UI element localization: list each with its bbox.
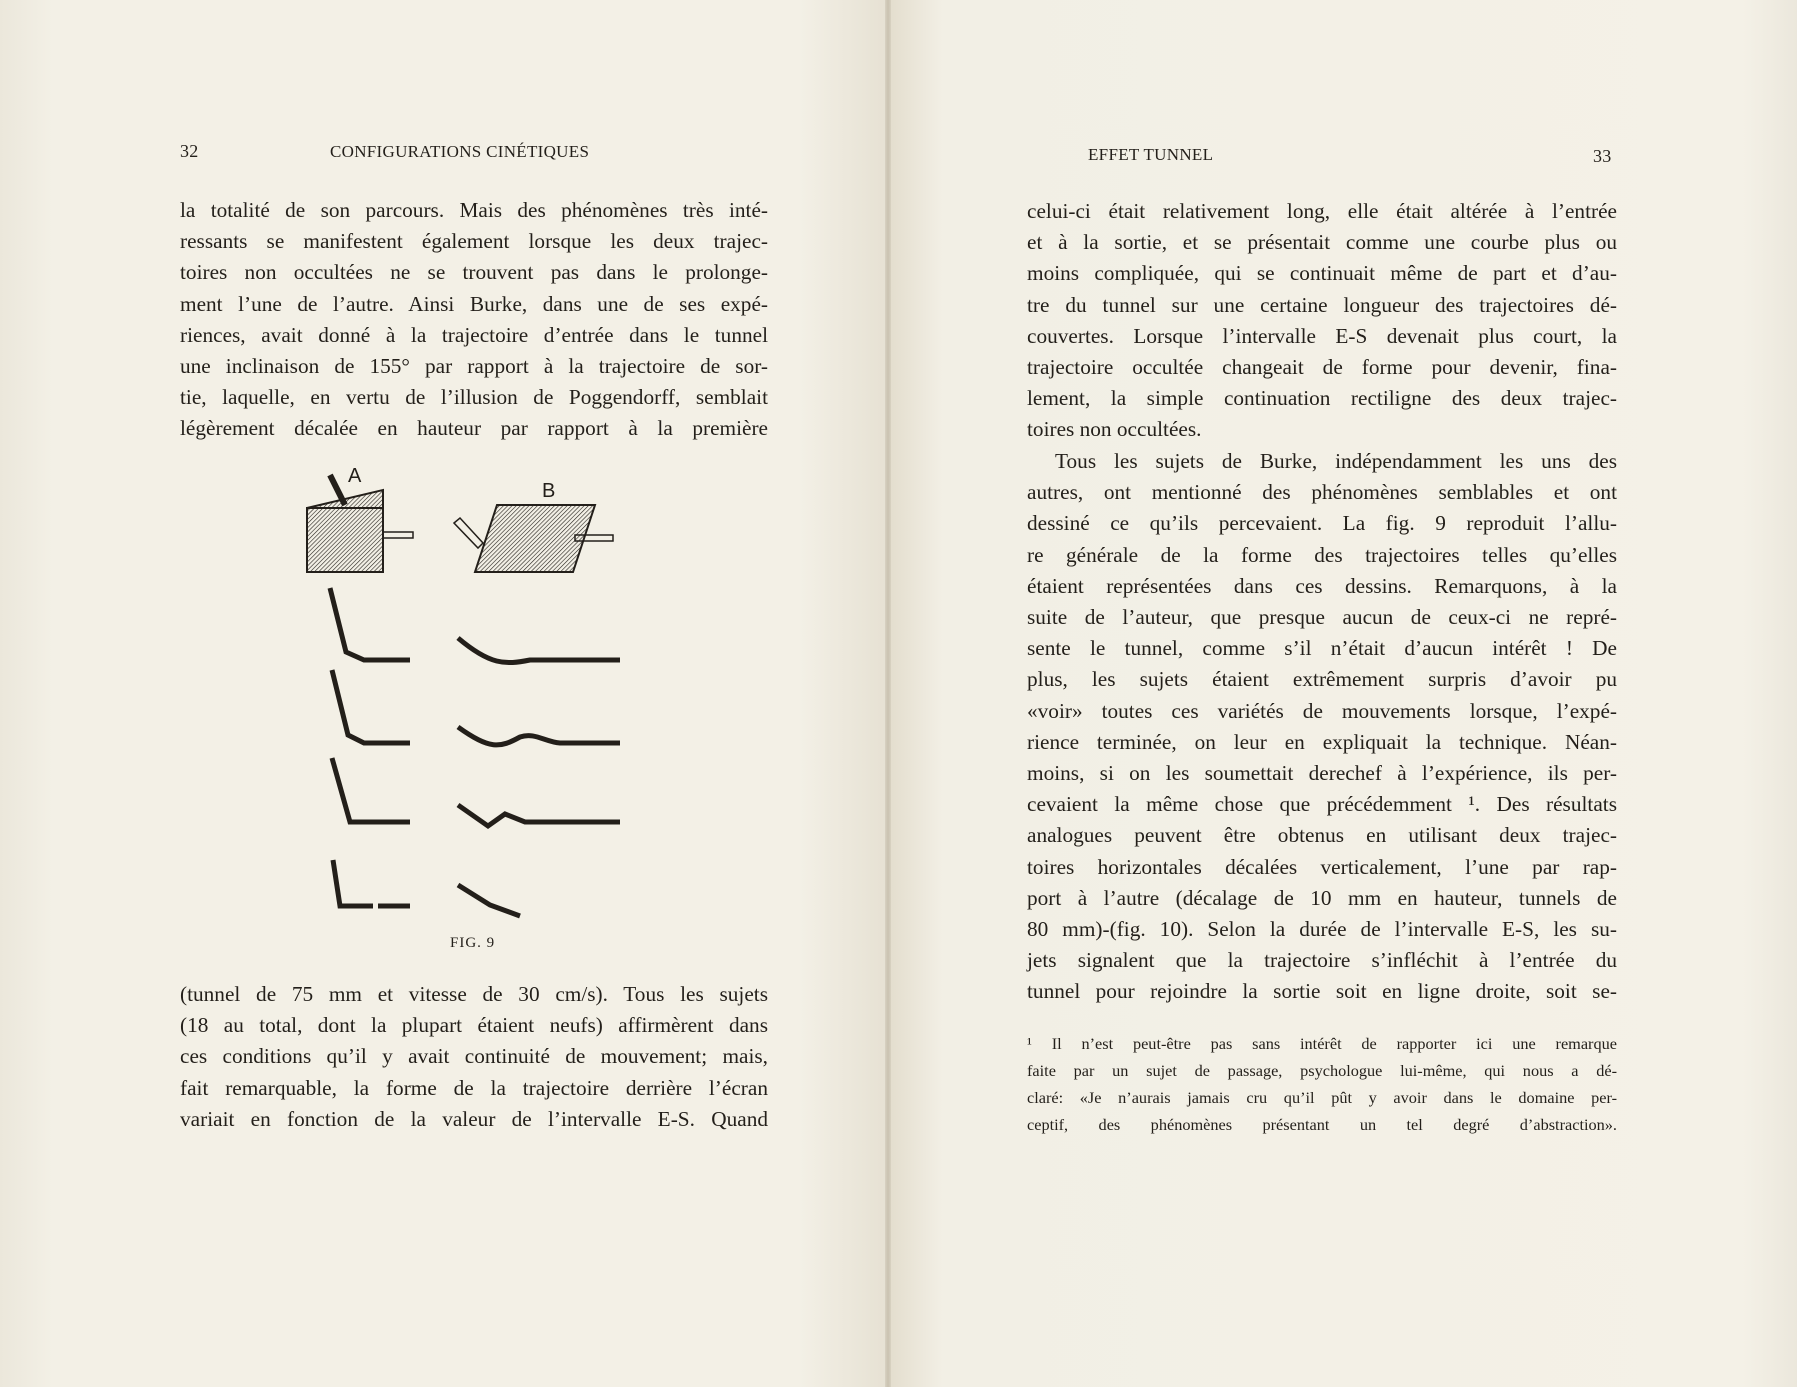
text-line: étaient représentées dans ces dessins. Remarquons, à la [1027, 573, 1617, 598]
entry-trajectory-b [454, 518, 483, 548]
text-line: suite de l’auteur, que presque aucun de ceux-ci ne repré- [1027, 605, 1617, 630]
text-line: moins compliquée, qui se continuait même de part et d’au- [1027, 261, 1617, 286]
footnote [1027, 1030, 1617, 1138]
text-line: jets signalent que la trajectoire s’infléchit à l’entrée du [1027, 948, 1617, 973]
text-line: tie, laquelle, en vertu de l’illusion de Poggendorff, semblait [180, 385, 768, 410]
trajectory-a1 [330, 588, 410, 660]
text-line: moins, si on les soumettait derechef à l’expérience, ils per- [1027, 761, 1617, 786]
text-line: couvertes. Lorsque l’intervalle E-S devenait plus court, la [1027, 323, 1617, 348]
figure-9-trajectory-diagram [290, 460, 630, 920]
text-line: cevaient la même chose que précédemment ¹. Des résultats [1027, 792, 1617, 817]
text-line: Tous les sujets de Burke, indépendamment les uns des [1055, 449, 1617, 473]
text-line: ¹ Il n’est peut-être pas sans intérêt de rapporter ici une remarque [1027, 1034, 1617, 1053]
tunnel-a-shape [307, 508, 383, 572]
text-line: re générale de la forme des trajectoires telles qu’elles [1027, 542, 1617, 567]
text-line: plus, les sujets étaient extrêmement surpris d’avoir pu [1027, 667, 1617, 692]
book-gutter [885, 0, 891, 1387]
right-paragraph-1 [1027, 196, 1617, 446]
exit-trajectory-a [383, 532, 413, 538]
text-line: (18 au total, dont la plupart étaient neufs) affirmèrent dans [180, 1013, 768, 1038]
text-line: variait en fonction de la valeur de l’intervalle E-S. Quand [180, 1106, 768, 1131]
left-page-number: 32 [180, 141, 199, 161]
right-running-head: EFFET TUNNEL [1088, 145, 1214, 164]
text-line: toires non occultées. [1027, 417, 1202, 442]
text-line: «voir» toutes ces variétés de mouvements lorsque, l’expé- [1027, 698, 1617, 723]
trajectory-b1 [458, 638, 620, 663]
label-b: B [542, 480, 556, 502]
text-line: riences, avait donné à la trajectoire d’entrée dans le tunnel [180, 322, 768, 347]
text-line: ment l’une de l’autre. Ainsi Burke, dans une de ses expé- [180, 291, 768, 316]
text-line: légèrement décalée en hauteur par rapport à la première [180, 416, 768, 441]
trajectory-b4 [458, 885, 520, 916]
left-running-head: CONFIGURATIONS CINÉTIQUES [330, 142, 590, 161]
text-line: toires non occultées ne se trouvent pas dans le prolonge- [180, 260, 768, 285]
figure-caption: FIG. 9 [450, 935, 496, 951]
text-line: trajectoire occultée changeait de forme pour devenir, fina- [1027, 355, 1617, 380]
text-line: tre du tunnel sur une certaine longueur des trajectoires dé- [1027, 292, 1617, 317]
text-line: la totalité de son parcours. Mais des phénomènes très inté- [180, 198, 768, 222]
trajectory-a3 [332, 758, 410, 822]
text-line: rience terminée, on leur en expliquait la technique. Néan- [1027, 729, 1617, 754]
text-line: (tunnel de 75 mm et vitesse de 30 cm/s). Tous les sujets [180, 982, 768, 1006]
trajectory-a4 [333, 860, 373, 906]
text-line: 80 mm)-(fig. 10). Selon la durée de l’intervalle E-S, les su- [1027, 917, 1617, 942]
text-line: claré: «Je n’aurais jamais cru qu’il pût y avoir dans le domaine per- [1027, 1088, 1617, 1107]
label-a: A [348, 465, 362, 487]
text-line: analogues peuvent être obtenus en utilisant deux trajec- [1027, 823, 1617, 848]
text-line: toires horizontales décalées verticalement, l’une par rap- [1027, 854, 1617, 879]
text-line: lement, la simple continuation rectiligne des deux trajec- [1027, 386, 1617, 411]
text-line: celui-ci était relativement long, elle était altérée à l’entrée [1027, 199, 1617, 223]
text-line: tunnel pour rejoindre la sortie soit en ligne droite, soit se- [1027, 979, 1617, 1004]
right-paragraph-2 [1027, 446, 1617, 1008]
trajectory-b3 [458, 805, 620, 826]
text-line: et à la sortie, et se présentait comme une courbe plus ou [1027, 230, 1617, 255]
text-line: ces conditions qu’il y avait continuité de mouvement; mais, [180, 1044, 768, 1069]
text-line: une inclinaison de 155° par rapport à la trajectoire de sor- [180, 354, 768, 379]
text-line: ceptif, des phénomènes présentant un tel degré d’abstraction». [1027, 1115, 1617, 1134]
text-line: dessiné ce qu’ils percevaient. La fig. 9 reproduit l’allu- [1027, 511, 1617, 536]
left-top-paragraph [180, 195, 768, 445]
text-line: port à l’autre (décalage de 10 mm en hauteur, tunnels de [1027, 885, 1617, 910]
text-line: fait remarquable, la forme de la trajectoire derrière l’écran [180, 1075, 768, 1100]
text-line: autres, ont mentionné des phénomènes semblables et ont [1027, 480, 1617, 505]
text-line: faite par un sujet de passage, psychologue lui-même, qui nous a dé- [1027, 1061, 1617, 1080]
text-line: sente le tunnel, comme s’il n’était d’aucun intérêt ! De [1027, 636, 1617, 661]
left-bottom-paragraph [180, 979, 768, 1135]
text-line: ressants se manifestent également lorsque les deux trajec- [180, 229, 768, 254]
trajectory-b2 [458, 727, 620, 745]
trajectory-a2 [332, 670, 410, 743]
tunnel-b-shape [475, 505, 595, 572]
right-page-number: 33 [1593, 146, 1612, 166]
